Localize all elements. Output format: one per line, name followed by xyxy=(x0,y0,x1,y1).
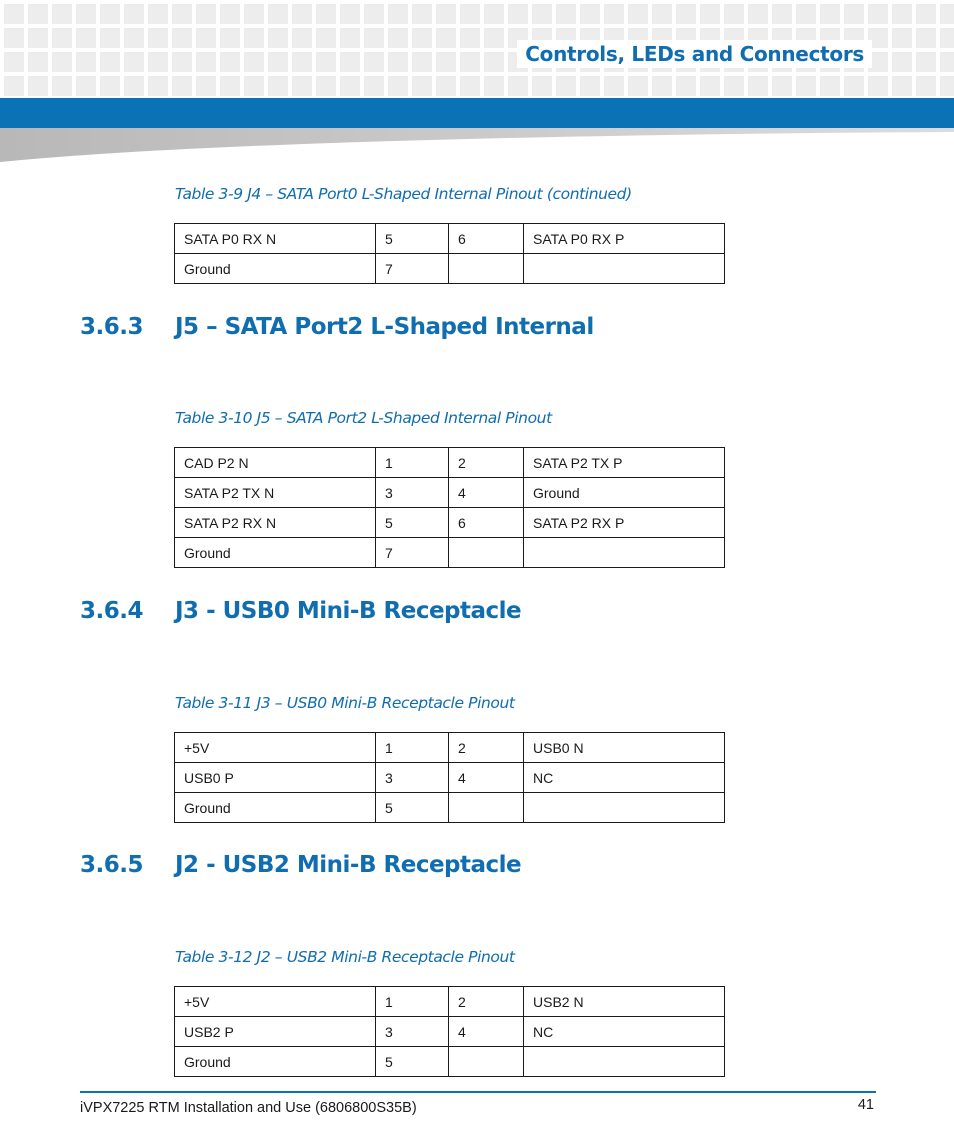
pin-cell: 2 xyxy=(449,987,524,1017)
signal-cell: +5V xyxy=(175,733,376,763)
footer-doc-title: iVPX7225 RTM Installation and Use (6806800S35B) xyxy=(80,1100,417,1116)
pinout-table-j2 xyxy=(174,986,725,1077)
table-row xyxy=(175,763,725,793)
signal-cell: USB2 N xyxy=(524,987,725,1017)
section-heading xyxy=(80,852,521,878)
pin-cell xyxy=(449,793,524,823)
pin-cell: 1 xyxy=(376,733,449,763)
pin-cell: 7 xyxy=(376,538,449,568)
pin-cell: 6 xyxy=(449,508,524,538)
pin-cell xyxy=(449,538,524,568)
footer-rule xyxy=(80,1091,876,1093)
signal-cell: Ground xyxy=(175,1047,376,1077)
table-row xyxy=(175,1047,725,1077)
section-heading xyxy=(80,598,521,624)
table-row xyxy=(175,254,725,284)
pinout-table-j4 xyxy=(174,223,725,284)
signal-cell: CAD P2 N xyxy=(175,448,376,478)
pin-cell: 4 xyxy=(449,478,524,508)
pin-cell: 4 xyxy=(449,763,524,793)
section-number: 3.6.3 xyxy=(80,314,143,340)
signal-cell xyxy=(524,793,725,823)
table-row xyxy=(175,448,725,478)
signal-cell: USB0 P xyxy=(175,763,376,793)
pin-cell: 3 xyxy=(376,478,449,508)
pin-cell: 4 xyxy=(449,1017,524,1047)
signal-cell: SATA P0 RX N xyxy=(175,224,376,254)
table-caption: Table 3-11 J3 – USB0 Mini-B Receptacle Pinout xyxy=(175,694,515,712)
pin-cell: 7 xyxy=(376,254,449,284)
table-caption: Table 3-10 J5 – SATA Port2 L-Shaped Internal Pinout xyxy=(175,409,552,427)
pin-cell xyxy=(449,1047,524,1077)
pin-cell: 3 xyxy=(376,1017,449,1047)
pin-cell: 3 xyxy=(376,763,449,793)
table-row xyxy=(175,793,725,823)
table-row xyxy=(175,478,725,508)
table-row xyxy=(175,1017,725,1047)
header-blue-bar xyxy=(0,98,954,128)
section-number: 3.6.4 xyxy=(80,598,143,624)
signal-cell: USB0 N xyxy=(524,733,725,763)
pin-cell: 1 xyxy=(376,448,449,478)
section-title: J3 - USB0 Mini-B Receptacle xyxy=(175,598,522,624)
pin-cell: 6 xyxy=(449,224,524,254)
signal-cell: SATA P2 RX N xyxy=(175,508,376,538)
pin-cell xyxy=(449,254,524,284)
signal-cell: SATA P0 RX P xyxy=(524,224,725,254)
table-row xyxy=(175,987,725,1017)
pin-cell: 1 xyxy=(376,987,449,1017)
pin-cell: 5 xyxy=(376,1047,449,1077)
section-number: 3.6.5 xyxy=(80,852,143,878)
pin-cell: 2 xyxy=(449,733,524,763)
table-row xyxy=(175,224,725,254)
signal-cell: SATA P2 TX N xyxy=(175,478,376,508)
page-number: 41 xyxy=(857,1097,874,1113)
section-title: J5 – SATA Port2 L-Shaped Internal xyxy=(175,314,594,340)
signal-cell: Ground xyxy=(175,254,376,284)
table-row xyxy=(175,508,725,538)
signal-cell xyxy=(524,538,725,568)
pin-cell: 2 xyxy=(449,448,524,478)
signal-cell: Ground xyxy=(524,478,725,508)
signal-cell xyxy=(524,1047,725,1077)
pin-cell: 5 xyxy=(376,224,449,254)
pinout-table-j5 xyxy=(174,447,725,568)
signal-cell: USB2 P xyxy=(175,1017,376,1047)
signal-cell: SATA P2 RX P xyxy=(524,508,725,538)
signal-cell: NC xyxy=(524,763,725,793)
table-caption: Table 3-9 J4 – SATA Port0 L-Shaped Internal Pinout (continued) xyxy=(175,185,632,203)
table-caption: Table 3-12 J2 – USB2 Mini-B Receptacle Pinout xyxy=(175,948,515,966)
table-row xyxy=(175,733,725,763)
pin-cell: 5 xyxy=(376,508,449,538)
signal-cell: Ground xyxy=(175,793,376,823)
section-heading xyxy=(80,314,594,340)
table-row xyxy=(175,538,725,568)
header-gray-swoosh xyxy=(0,128,954,164)
section-title: J2 - USB2 Mini-B Receptacle xyxy=(175,852,522,878)
signal-cell: Ground xyxy=(175,538,376,568)
signal-cell: +5V xyxy=(175,987,376,1017)
signal-cell: SATA P2 TX P xyxy=(524,448,725,478)
signal-cell: NC xyxy=(524,1017,725,1047)
pinout-table-j3 xyxy=(174,732,725,823)
chapter-title: Controls, LEDs and Connectors xyxy=(517,40,872,68)
pin-cell: 5 xyxy=(376,793,449,823)
signal-cell xyxy=(524,254,725,284)
